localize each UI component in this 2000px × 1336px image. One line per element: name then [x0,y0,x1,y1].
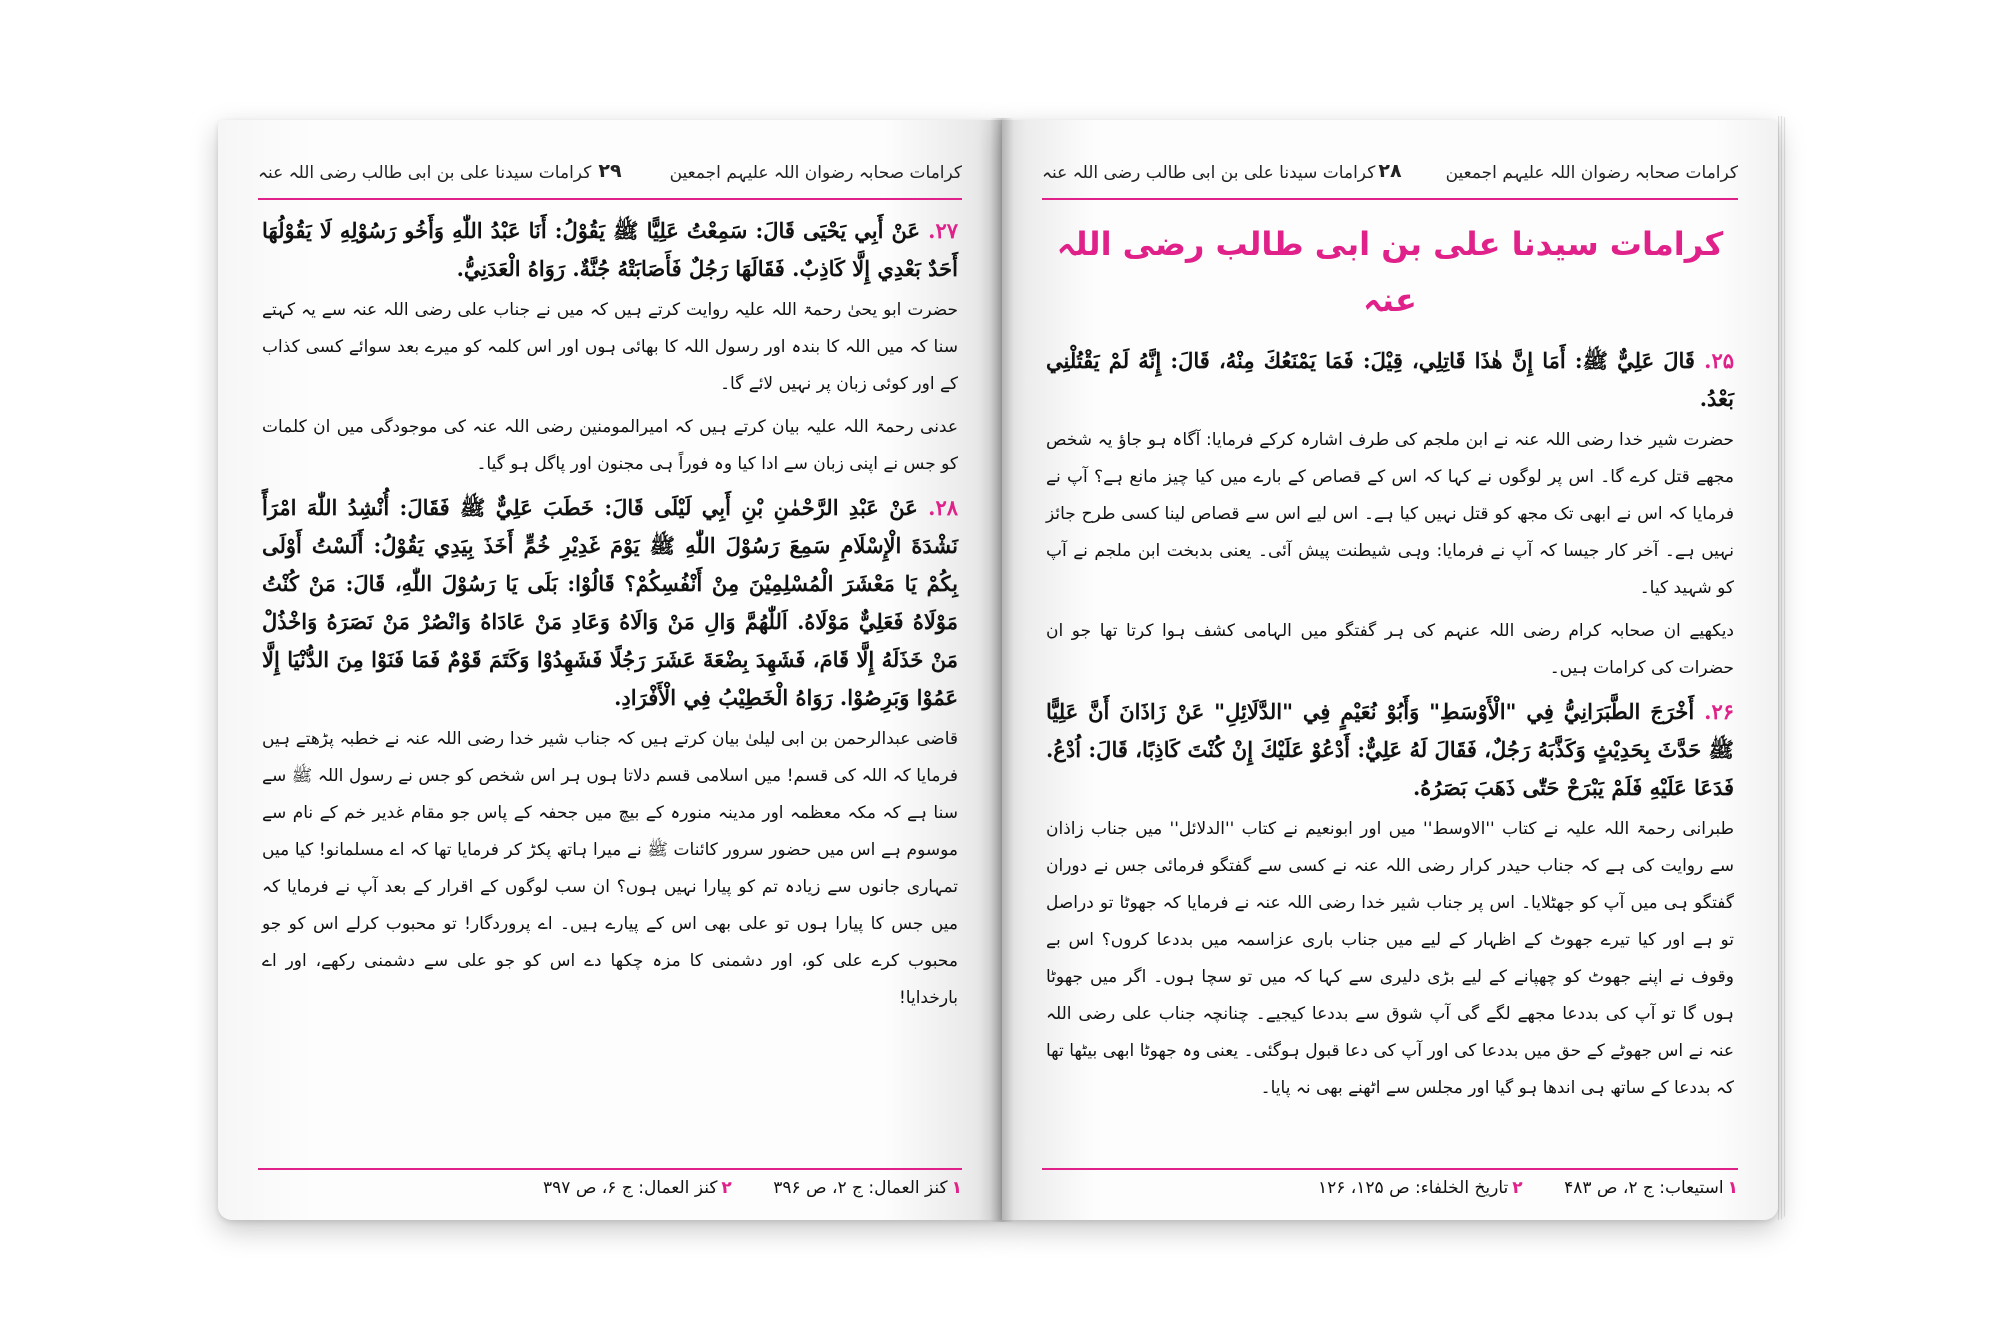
footnote [1318,1178,1523,1198]
right-page-footnotes [1042,1168,1738,1198]
hadith-25-translation: حضرت شیر خدا رضی اللہ عنہ نے ابن ملجم کی طرف اشارہ کرکے فرمایا: آگاہ ہو جاؤ یہ شخص مجھے قتل کرے گا۔ اس پر لوگوں نے کہا کہ اس کے قصاص کے بارے میں کیا چیز مانع ہے؟ آپ نے فرمایا کہ اس نے ابھی تک مجھ کو قتل نہیں کیا ہے۔ اس لیے اس سے قصاص لینا کسی طرح جائز نہیں ہے۔ آخر کار جیسا کہ آپ نے فرمایا: وہی شیطنت پیش آئی۔ یعنی بدبخت ابن ملجم نے آپ کو شہید کیا۔ [1046,430,1734,598]
footnote-mark: ۱ [951,1178,962,1198]
header-book-title: کرامات صحابہ رضوان اللہ علیہم اجمعین [1445,163,1738,183]
footnote [773,1178,962,1198]
footnote-text: کنز العمال: ج ۲، ص ۳۹۶ [773,1178,948,1198]
header-chapter-title: کرامات سیدنا علی بن ابی طالب رضی اللہ عنہ [258,163,592,183]
arabic-text: عَنْ أَبِي يَحْيَى قَالَ: سَمِعْتُ عَلِيًّا ﷺ يَقُوْلُ: أَنَا عَبْدُ اللّٰهِ وَأَخُو رَسُوْلِهِ لَا يَقُوْلُهَا أَحَدٌ بَعْدِي إِلَّا كَاذِبٌ. فَقَالَهَا رَجُلٌ فَأَصَابَتْهُ جُنَّةٌ. رَوَاهُ الْعَدَنِيُّ. [262,218,958,281]
footnote-text: استیعاب: ج ۲، ص ۴۸۳ [1564,1178,1724,1198]
hadith-number: ۲۶. [1704,699,1734,724]
hadith-28-translation: قاضی عبدالرحمن بن ابی لیلیٰ بیان کرتے ہیں کہ جناب شیر خدا رضی اللہ عنہ نے خطبہ پڑھتے ہیں فرمایا کہ اللہ کی قسم! میں اسلامی قسم دلاتا ہوں ہر اس شخص کو جس نے رسول اللہ ﷺ سے سنا ہے کہ مکہ معظمہ اور مدینہ منورہ کے بیچ میں جحفہ کے پاس جو مقام غدیر خم کے نام سے موسوم ہے اس میں حضور سرور کائنات ﷺ نے میرا ہاتھ پکڑ کر فرمایا تھا کہ اے مسلمانو! کیا میں تمہاری جانوں سے زیادہ تم کو پیارا نہیں ہوں؟ ان سب لوگوں کے اقرار کے بعد آپ نے فرمایا کہ میں جس کا پیارا ہوں تو علی بھی اس کے پیارے ہیں۔ اے پروردگار! تو محبوب کرلے اس کو جو محبوب کرے علی کو، اور دشمنی کا مزہ چکھا دے اس کو جو علی سے دشمنی رکھے، اور اے بارخدایا! [262,729,958,1008]
hadith-number: ۲۵. [1704,348,1734,373]
header-chapter-title: کرامات سیدنا علی بن ابی طالب رضی اللہ عنہ [1042,163,1376,183]
right-page-body [1046,212,1734,1113]
left-page-footnotes [258,1168,962,1198]
hadith-25-arabic [1046,342,1734,418]
chapter-title: کرامات سیدنا علی بن ابی طالب رضی اللہ عنہ [1056,225,1724,319]
arabic-text: قَالَ عَلِيٌّ ﷺ: أَمَا إِنَّ هٰذَا قَاتِلِي، قِيْلَ: فَمَا يَمْنَعُكَ مِنْهُ، قَالَ: إِنَّهُ لَمْ يَقْتُلْنِي بَعْدُ. [1046,348,1734,411]
hadith-27-commentary: عدنی رحمۃ اللہ علیہ بیان کرتے ہیں کہ امیرالمومنین رضی اللہ عنہ کی موجودگی میں ان کلمات کو جس نے اپنی زبان سے ادا کیا وہ فوراً ہی مجنون اور پاگل ہو گیا۔ [262,417,958,474]
footnote-text: کنز العمال: ج ۶، ص ۳۹۷ [543,1178,718,1198]
left-page [218,120,1002,1220]
hadith-26-arabic [1046,693,1734,807]
hadith-number: ۲۷. [928,218,958,243]
footnote-mark: ۲ [721,1178,732,1198]
footnote [1564,1178,1738,1198]
hadith-27-translation: حضرت ابو یحیٰ رحمۃ اللہ علیہ روایت کرتے ہیں کہ میں نے جناب علی رضی اللہ عنہ سے یہ کہتے سنا کہ میں اللہ کا بندہ اور رسول اللہ کا بھائی ہوں اور اس کلمہ کو میرے بعد سوائے کسی کذاب کے اور کوئی زبان پر نہیں لائے گا۔ [262,300,958,394]
hadith-25-commentary: دیکھیے ان صحابہ کرام رضی اللہ عنہم کی ہر گفتگو میں الہامی کشف ہوا کرتا تھا جو ان حضرات کی کرامات ہیں۔ [1046,621,1734,678]
hadith-number: ۲۸. [928,495,959,520]
hadith-28-arabic [262,489,958,717]
page-edges [1778,116,1786,1220]
right-page [1002,120,1778,1220]
right-page-header [1042,158,1738,200]
footnote [543,1178,732,1198]
book-spine-shadow [990,118,1014,1222]
footnote-mark: ۲ [1512,1178,1523,1198]
arabic-text: أَخْرَجَ الطَّبَرَانِيُّ فِي "الْأَوْسَطِ" وَأَبُوْ نُعَيْمٍ فِي "الدَّلَائِلِ" عَنْ زَاذَانَ أَنَّ عَلِيًّا ﷺ حَدَّثَ بِحَدِيْثٍ وَكَذَّبَهُ رَجُلٌ، فَقَالَ لَهُ عَلِيٌّ: أَدْعُوْ عَلَيْكَ إِنْ كُنْتَ كَاذِبًا، قَالَ: اُدْعُ. فَدَعَا عَلَيْهِ فَلَمْ يَبْرَحْ حَتّٰى ذَهَبَ بَصَرُهُ. [1046,699,1734,800]
page-number: ۲۸ [1378,160,1402,182]
footnote-text: تاریخ الخلفاء: ص ۱۲۵، ۱۲۶ [1317,1178,1509,1198]
hadith-26-translation: طبرانی رحمۃ اللہ علیہ نے کتاب ''الاوسط'' میں اور ابونعیم نے کتاب ''الدلائل'' میں جناب زاذان سے روایت کی ہے کہ جناب حیدر کرار رضی اللہ عنہ نے کسی سے گفتگو فرمائی جس نے دوران گفتگو ہی میں آپ کو جھٹلایا۔ اس پر جناب شیر خدا رضی اللہ عنہ نے فرمایا کہ جھوٹا تو دراصل تو ہے اور کیا تیرے جھوٹ کے اظہار کے لیے میں جناب باری عزاسمہ میں بددعا کروں؟ اس بے وقوف نے اپنے جھوٹ کو چھپانے کے لیے بڑی دلیری سے کہا کہ میں تو سچا ہوں۔ اگر میں جھوٹا ہوں گا تو آپ کی بددعا مجھے لگے گی آپ شوق سے بددعا کیجیے۔ چنانچہ جناب علی رضی اللہ عنہ نے اس جھوٹے کے حق میں بددعا کی اور آپ کی دعا قبول ہوگئی۔ یعنی وہ جھوٹا ابھی بیٹھا تھا کہ بددعا کے ساتھ ہی اندھا ہو گیا اور مجلس سے اٹھنے بھی نہ پایا۔ [1046,819,1734,1098]
arabic-text: عَنْ عَبْدِ الرَّحْمٰنِ بْنِ أَبِي لَيْلَى قَالَ: خَطَبَ عَلِيٌّ ﷺ فَقَالَ: أُنْشِدُ اللّٰهَ امْرَأً نَشْدَةَ الْإِسْلَامِ سَمِعَ رَسُوْلَ اللّٰهِ ﷺ يَوْمَ غَدِيْرِ خُمٍّ أَخَذَ بِيَدِي يَقُوْلُ: أَلَسْتُ أَوْلَى بِكُمْ يَا مَعْشَرَ الْمُسْلِمِيْنَ مِنْ أَنْفُسِكُمْ؟ قَالُوْا: بَلَى يَا رَسُوْلَ اللّٰهِ، قَالَ: مَنْ كُنْتُ مَوْلَاهُ فَعَلِيٌّ مَوْلَاهُ. اَللّٰهُمَّ وَالِ مَنْ وَالَاهُ وَعَادِ مَنْ عَادَاهُ وَانْصُرْ مَنْ نَصَرَهُ وَاخْذُلْ مَنْ خَذَلَهُ إِلَّا قَامَ، فَشَهِدَ بِضْعَةَ عَشَرَ رَجُلًا فَشَهِدُوْا وَكَتَمَ قَوْمٌ فَمَا فَنَوْا مِنَ الدُّنْيَا إِلَّا عَمُوْا وَبَرِصُوْا. رَوَاهُ الْخَطِيْبُ فِي الْأَفْرَادِ. [262,495,958,710]
header-book-title: کرامات صحابہ رضوان اللہ علیہم اجمعین [669,163,962,183]
hadith-27-arabic [262,212,958,288]
left-page-body [262,212,958,1023]
left-page-header [258,158,962,200]
footnote-mark: ۱ [1727,1178,1738,1198]
page-number: ۲۹ [598,160,622,182]
